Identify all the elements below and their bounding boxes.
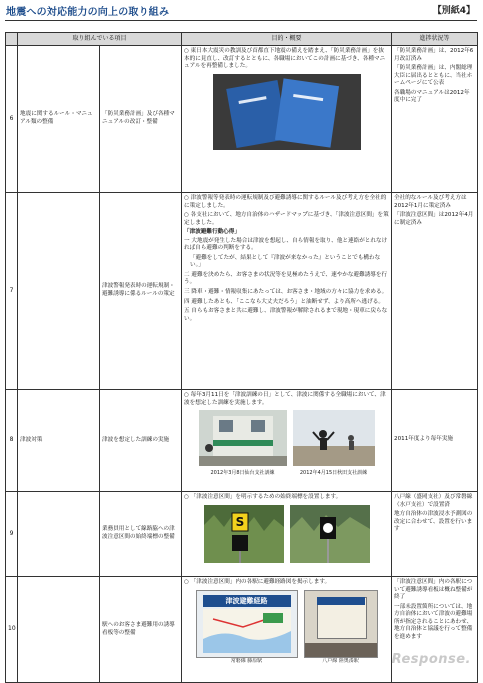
description-text: ○ 「津波注意区間」内の各駅に避難経路図を掲示します。 [184,579,331,585]
status-text: 全社的なルール及び考え方は2012年1月に策定済み [394,195,467,209]
status-text: 2011年度より毎年実施 [394,435,454,442]
photo-group [184,410,389,476]
row-number: 10 [6,577,18,683]
row-category [18,577,100,683]
row-status [392,390,478,492]
row-description [182,46,392,193]
col-header-status: 進捗状況等 [392,33,478,46]
evacuation-sign-photo [196,590,298,658]
table-row [6,492,478,577]
guideline-heading: 「津波避難行動心得」 [184,229,240,236]
row-status [392,492,478,577]
station-sign-header [317,597,365,605]
photo-group [184,74,389,150]
status-text: 八戸線（盛岡支社）及び常磐線（水戸支社）で設置済 [394,494,473,508]
status-text: 一部未設置箇所については、地方自治体において津波の避難場所が指定されることにあわせ、地方自治体と協議を行って整備を進めます [394,603,473,640]
guideline-point: 五 自らもお客さまと共に避難し、津波警報が解除されるまで現地・現車に戻らない。 [184,308,388,322]
row-number: 7 [6,193,18,390]
watermark-logo: Response. [391,652,471,667]
row-category: 地震に関するルール・マニュアル類の整備 [18,46,100,193]
guideline-point: 四 避難したあとも、「ここなら大丈夫だろう」と油断せず、より高所へ逃げる。 [184,298,384,305]
svg-text:S: S [235,514,244,529]
photo-caption: 2012年4月15日秋田支社訓練 [299,469,368,476]
start-sign-photo [204,505,284,563]
table-row [6,193,478,390]
description-text: ○ 津波警報等発表時の運転規制及び避難誘導に関するルール及び考え方を全社的に策定しました。 [184,195,387,209]
station-sign-photo [304,590,378,658]
row-status [392,46,478,193]
row-item: 業務員用として線路脇への津波注意区間の始終端標の整備 [100,492,182,577]
row-category [18,492,100,577]
photo-group [184,590,389,665]
row-description [182,390,392,492]
page-title: 地震への対応能力の向上の取り組み [6,7,170,18]
row-number: 9 [6,492,18,577]
col-header-desc: 目的・概要 [182,33,392,46]
row-item: 「防災業務計画」及び各種マニュアルの改訂・整備 [100,46,182,193]
row-description [182,577,392,683]
col-header-num [6,33,18,46]
drill-photo-akita [293,410,375,466]
evacuation-sign-title: 津波避難経路 [203,595,291,607]
drill-photo-sendai [199,410,287,466]
photo-group [184,505,389,563]
page-header [0,0,483,22]
photo-caption: 八戸線 陸奥湊駅 [322,657,359,664]
guideline-point: 「避難をしてたが、結果として『津波が来なかった』ということでも構わない。」 [190,254,381,269]
row-item: 津波警報発表時の運転規制・避難誘導に係るルールの策定 [100,193,182,390]
row-status [392,193,478,390]
table-header-row [6,33,478,46]
description-text: ○ 「津波注意区間」を明示するための始終端標を設置します。 [184,494,342,500]
table-row [6,390,478,492]
row-category [18,193,100,390]
measures-table [5,32,478,683]
status-text: 地方自治体の津波浸水予測図の改定に合わせて、設置を行います [394,511,473,533]
row-item: 津波を想定した訓練の実施 [100,390,182,492]
row-description [182,193,392,390]
manual-books-photo [213,74,361,150]
description-text: ○ 東日本大震災の教訓及び首都直下地震の備えを踏まえ、「防災業務計画」を抜本的に見直し、改訂するとともに、各職場においてこの計画に基づき、各種マニュアルを再整備しました。 [184,48,386,70]
row-number: 8 [6,390,18,492]
header-rule [5,20,477,21]
guideline-point: 二 避難を決めたら、お客さまの状況等を見極めたうえで、速やかな避難誘導を行う。 [184,271,388,286]
row-item: 駅へのお客さま避難用の誘導看板等の整備 [100,577,182,683]
guideline-point: 一 大地震が発生した場合は津波を想起し、自ら情報を取り、他と連絡がとれなければ自ら避難の判断をする。 [184,237,388,252]
status-text: 各職場のマニュアルは2012年度中に完了 [394,89,470,104]
status-text: 「防災業務計画」は、2012年6月改訂済み [394,48,474,62]
photo-caption: 常磐線 藤原駅 [230,657,263,664]
description-text: ○ 毎年3月11日を「津波訓練の日」として、津波に関係する全職場において、津波を想定した訓練を実施します。 [184,392,386,406]
evacuation-map [203,609,291,653]
row-category: 津波対策 [18,390,100,492]
status-text: 「防災業務計画」は、内閣総理大臣に届出るとともに、当社ホームページにて公表 [394,65,473,87]
guideline-point: 三 降車・避難・情報収集にあたっては、お客さま・地域の方々に協力を求める。 [184,289,388,296]
row-number: 6 [6,46,18,193]
appendix-tag: 【別紙4】 [432,6,475,16]
table-row [6,46,478,193]
status-text: 「津波注意区間」内の各駅について避難誘導看板は概ね整備が終了 [394,579,473,601]
row-description [182,492,392,577]
description-text: ○ 各支社において、地方自治体のハザードマップに基づき、「津波注意区間」を策定しました。 [184,212,389,226]
end-sign-photo [290,505,370,563]
photo-caption: 2012年3月8日仙台支社訓練 [210,469,275,476]
station-floor [305,643,377,657]
col-header-item: 取り組んでいる項目 [18,33,182,46]
status-text: 「津波注意区間」は2012年4月に制定済み [394,212,474,226]
